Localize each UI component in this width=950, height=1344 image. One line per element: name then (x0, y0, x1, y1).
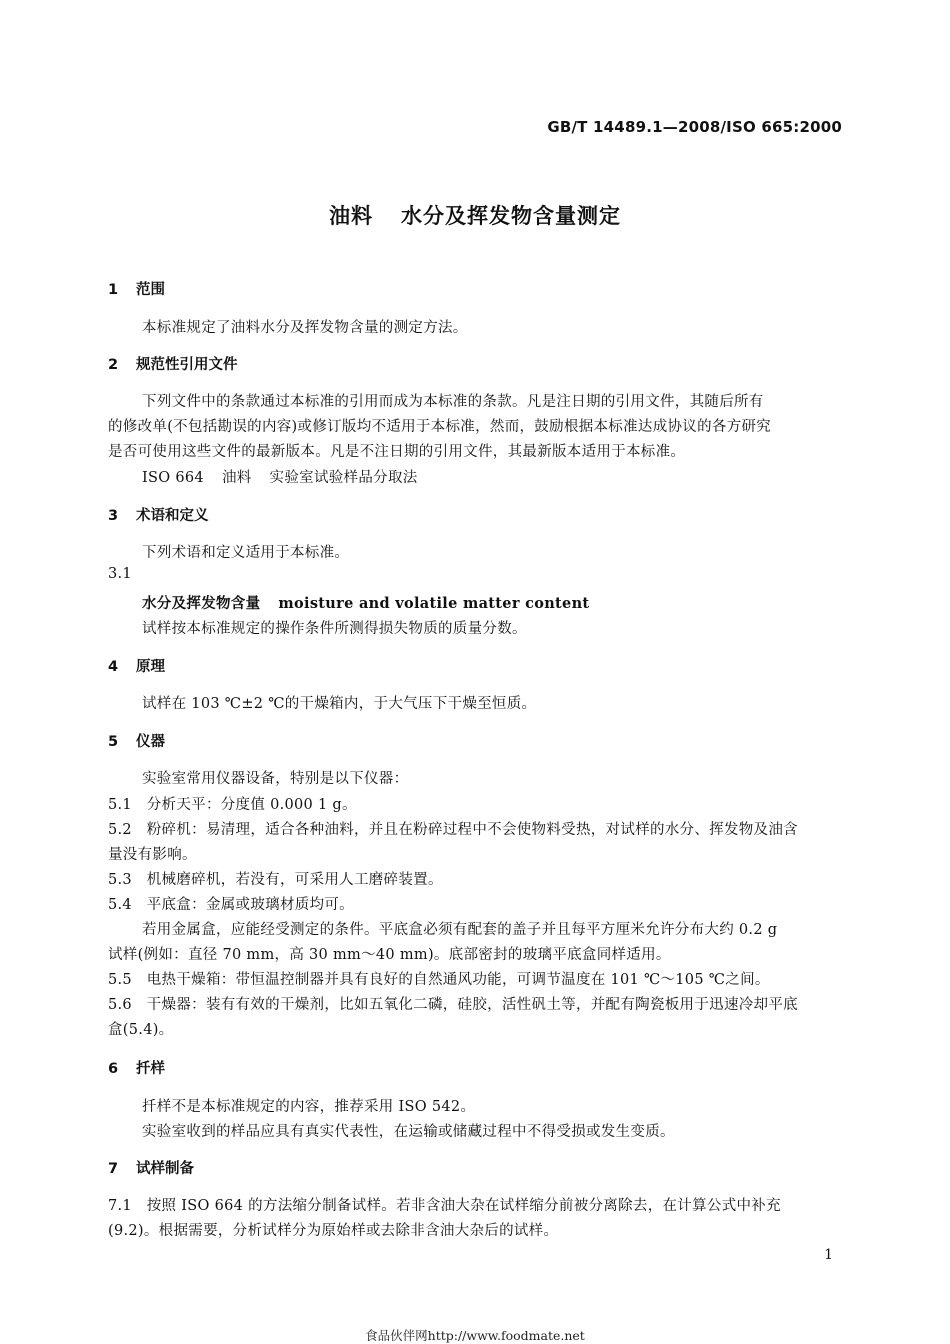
item-5-4-note: 若用金属盒，应能经受测定的条件。平底盒必须有配套的盖子并且每平方厘米允许分布大约 0.2 g (142, 922, 778, 938)
term-definition: 试样按本标准规定的操作条件所测得损失物质的质量分数。 (142, 621, 527, 637)
section-1-text: 本标准规定了油料水分及挥发物含量的测定方法。 (142, 320, 468, 336)
section-2-line-1: 下列文件中的条款通过本标准的引用而成为本标准的条款。凡是注日期的引用文件，其随后所有 (142, 394, 764, 410)
title-part-a: 油料 (329, 204, 373, 228)
section-6-line-2: 实验室收到的样品应具有真实代表性，在运输或储藏过程中不得受损或发生变质。 (142, 1124, 675, 1140)
item-5-2-cont: 量没有影响。 (108, 847, 197, 863)
section-2-line-3: 是否可使用这些文件的最新版本。凡是不注日期的引用文件，其最新版本适用于本标准。 (108, 444, 686, 460)
page-title (0, 200, 950, 230)
item-5-1: 5.1 分析天平：分度值 0.000 1 g。 (108, 797, 357, 813)
section-4-text: 试样在 103 ℃±2 ℃的干燥箱内，于大气压下干燥至恒质。 (142, 696, 537, 712)
item-5-4-note-cont: 试样(例如：直径 70 mm，高 30 mm～40 mm)。底部密封的玻璃平底盒同样适用。 (108, 947, 671, 963)
item-7-1-cont: (9.2)。根据需要，分析试样分为原始样或去除非含油大杂后的试样。 (108, 1223, 559, 1239)
standard-number: GB/T 14489.1—2008/ISO 665:2000 (547, 118, 842, 136)
title-part-b: 水分及挥发物含量测定 (401, 204, 621, 228)
section-4-heading: 4 原理 (108, 659, 165, 675)
section-7-heading: 7 试样制备 (108, 1161, 194, 1177)
section-6-line-1: 扦样不是本标准规定的内容，推荐采用 ISO 542。 (142, 1099, 476, 1115)
page-number: 1 (824, 1247, 833, 1263)
item-7-1: 7.1 按照 ISO 664 的方法缩分制备试样。若非含油大杂在试样缩分前被分离除去，在计算公式中补充 (108, 1198, 781, 1214)
watermark-footer: 食品伙伴网http://www.foodmate.net (365, 1328, 585, 1343)
item-5-2: 5.2 粉碎机：易清理，适合各种油料，并且在粉碎过程中不会使物料受热，对试样的水分、挥发物及油含 (108, 822, 798, 838)
subsection-3-1-number: 3.1 (108, 566, 132, 582)
item-5-6-cont: 盒(5.4)。 (108, 1022, 174, 1038)
section-3-heading: 3 术语和定义 (108, 508, 209, 524)
term-heading: 水分及挥发物含量 moisture and volatile matter content (142, 595, 590, 612)
section-2-line-2: 的修改单(不包括勘误的内容)或修订版均不适用于本标准，然而，鼓励根据本标准达成协议的各方研究 (108, 419, 772, 435)
section-6-heading: 6 扦样 (108, 1061, 165, 1077)
section-5-intro: 实验室常用仪器设备，特别是以下仪器： (142, 771, 409, 787)
item-5-4: 5.4 平底盒：金属或玻璃材质均可。 (108, 897, 354, 913)
section-1-heading: 1 范围 (108, 282, 165, 298)
section-5-heading: 5 仪器 (108, 734, 165, 750)
section-3-text: 下列术语和定义适用于本标准。 (142, 545, 350, 561)
reference-iso-664: ISO 664 油料 实验室试验样品分取法 (142, 470, 418, 486)
item-5-5: 5.5 电热干燥箱：带恒温控制器并具有良好的自然通风功能，可调节温度在 101 ℃～105 ℃之间。 (108, 972, 770, 988)
item-5-6: 5.6 干燥器：装有有效的干燥剂，比如五氧化二磷，硅胶，活性矾土等，并配有陶瓷板用于迅速冷却平底 (108, 997, 798, 1013)
section-2-heading: 2 规范性引用文件 (108, 357, 238, 373)
item-5-3: 5.3 机械磨碎机，若没有，可采用人工磨碎装置。 (108, 872, 443, 888)
